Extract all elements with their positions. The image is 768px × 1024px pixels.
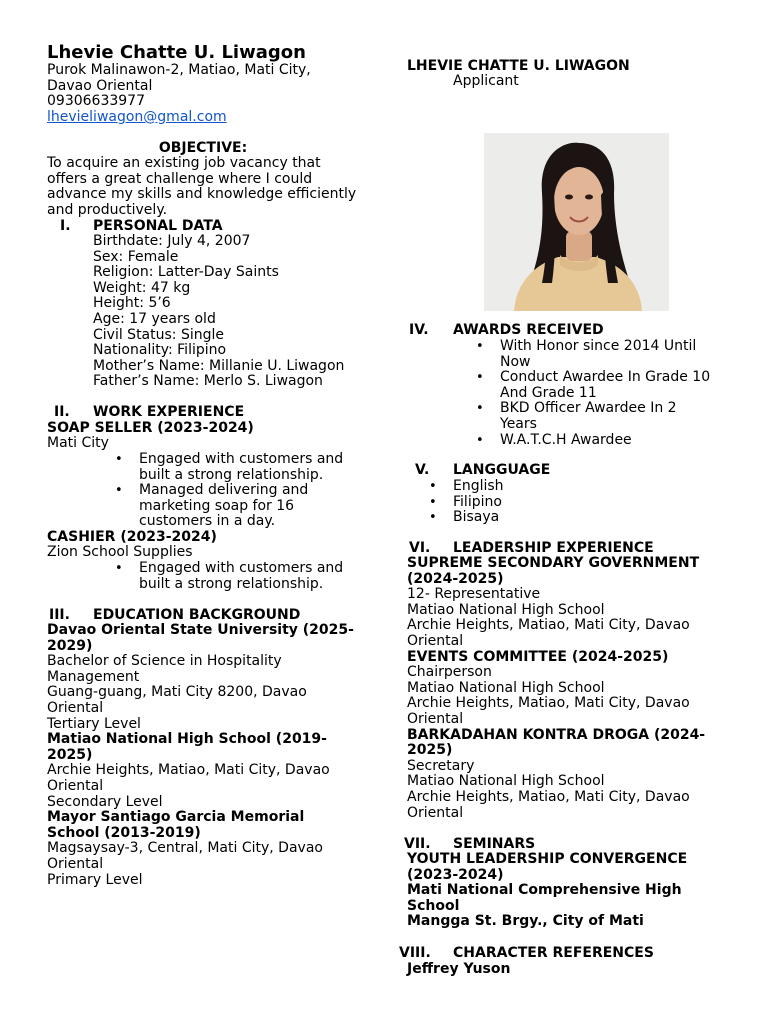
org-name: 2025) (407, 742, 453, 759)
mothers-name: Mother’s Name: Millanie U. Liwagon (93, 357, 345, 374)
org-detail: Archie Heights, Matiao, Mati City, Davao (407, 695, 690, 712)
school-level: Secondary Level (47, 793, 163, 810)
school-name: Mayor Santiago Garcia Memorial (47, 809, 305, 826)
leadership-list (407, 556, 727, 821)
list-item (453, 495, 653, 511)
applicant-name-heading: Lhevie Chatte U. Liwagon (47, 42, 306, 63)
school-level: Tertiary Level (47, 715, 141, 732)
fathers-name: Father’s Name: Merlo S. Liwagon (93, 373, 323, 390)
org-detail: Oriental (407, 710, 464, 727)
school-detail: Oriental (47, 777, 104, 794)
job-title: CASHIER (2023-2024) (47, 529, 217, 545)
award-line: • W.A.T.C.H Awardee (500, 431, 632, 448)
section-number: V. (415, 462, 430, 478)
references-heading: CHARACTER REFERENCES (453, 945, 654, 961)
civil-status: Civil Status: Single (93, 326, 224, 343)
org-detail: Oriental (407, 804, 464, 821)
school-detail: Archie Heights, Matiao, Mati City, Davao (47, 762, 330, 779)
school-detail: Oriental (47, 699, 104, 716)
award-line: Years (500, 415, 537, 432)
list-item (139, 561, 369, 592)
section-number: I. (60, 218, 71, 234)
section-number: VI. (409, 540, 431, 556)
org-detail: 12- Representative (407, 586, 541, 603)
seminar-line: School (407, 897, 460, 914)
award-line: • With Honor since 2014 Until (500, 338, 697, 354)
seminars-heading: SEMINARS (453, 836, 536, 852)
phone-number: 09306633977 (47, 93, 145, 110)
objective-line: To acquire an existing job vacancy that (47, 155, 321, 171)
duty-line: • Engaged with customers and (139, 451, 344, 467)
seminar-line: YOUTH LEADERSHIP CONVERGENCE (407, 851, 688, 867)
duty-line: customers in a day. (139, 513, 276, 530)
list-item (139, 452, 369, 483)
section-number: III. (49, 607, 70, 623)
org-detail: Matiao National High School (407, 601, 605, 618)
age: Age: 17 years old (93, 310, 216, 327)
org-detail: Archie Heights, Matiao, Mati City, Davao (407, 617, 690, 634)
list-item (453, 510, 653, 526)
school-detail: Bachelor of Science in Hospitality (47, 653, 282, 670)
seminar-line: (2023-2024) (407, 866, 504, 883)
applicant-block-name: LHEVIE CHATTE U. LIWAGON (407, 58, 630, 74)
duty-line: built a strong relationship. (139, 466, 324, 483)
duty-line: built a strong relationship. (139, 575, 324, 592)
work-experience-heading: WORK EXPERIENCE (93, 404, 245, 420)
job-duties-list (139, 452, 369, 530)
language-item: • Filipino (453, 493, 502, 510)
personal-data-heading: PERSONAL DATA (93, 218, 223, 234)
objective-text (47, 156, 367, 218)
org-name: BARKADAHAN KONTRA DROGA (2024- (407, 726, 706, 743)
school-level: Primary Level (47, 871, 143, 888)
leadership-heading: LEADERSHIP EXPERIENCE (453, 540, 654, 556)
reference-name: Jeffrey Yuson (407, 961, 511, 977)
duty-line: • Engaged with customers and (139, 560, 344, 576)
list-item (453, 479, 653, 495)
school-name: School (2013-2019) (47, 824, 201, 841)
applicant-role: Applicant (453, 73, 519, 89)
weight: Weight: 47 kg (93, 279, 191, 296)
section-number: II. (54, 404, 70, 420)
education-heading: EDUCATION BACKGROUND (93, 607, 301, 623)
language-heading: LANGGUAGE (453, 462, 551, 478)
list-item (500, 370, 740, 401)
list-item (500, 433, 740, 449)
school-detail: Oriental (47, 855, 104, 872)
personal-data-list (93, 234, 363, 390)
org-detail: Matiao National High School (407, 773, 605, 790)
awards-heading: AWARDS RECEIVED (453, 322, 604, 338)
contact-block (47, 63, 367, 125)
objective-line: offers a great challenge where I could (47, 170, 313, 187)
birthdate: Birthdate: July 4, 2007 (93, 233, 251, 249)
objective-heading: OBJECTIVE: (158, 140, 248, 156)
org-detail: Oriental (407, 632, 464, 649)
language-item: • Bisaya (453, 509, 500, 526)
list-item (500, 339, 740, 370)
org-detail: Archie Heights, Matiao, Mati City, Davao (407, 788, 690, 805)
job-title: SOAP SELLER (2023-2024) (47, 420, 254, 436)
award-line: And Grade 11 (500, 384, 597, 401)
sex: Sex: Female (93, 248, 179, 265)
language-item: • English (453, 478, 504, 494)
education-list (47, 623, 367, 888)
language-list (453, 479, 653, 526)
seminars-list (407, 852, 727, 930)
job-place: Mati City (47, 435, 109, 451)
duty-line: • Managed delivering and (139, 482, 309, 499)
org-detail: Chairperson (407, 664, 492, 681)
address-line: Purok Malinawon-2, Matiao, Mati City, (47, 62, 311, 78)
list-item (139, 483, 369, 530)
school-name: Davao Oriental State University (2025- (47, 622, 354, 638)
org-name: (2024-2025) (407, 570, 504, 587)
job-duties-list (139, 561, 369, 592)
email-link[interactable]: lhevieliwagon@gmal.com (47, 108, 227, 125)
section-number: IV. (409, 322, 429, 338)
section-number: VII. (404, 836, 431, 852)
school-detail: Magsaysay-3, Central, Mati City, Davao (47, 840, 323, 857)
religion: Religion: Latter-Day Saints (93, 264, 279, 281)
nationality: Nationality: Filipino (93, 342, 227, 359)
height: Height: 5’6 (93, 295, 171, 312)
section-number: VIII. (399, 945, 431, 961)
award-line: • BKD Officer Awardee In 2 (500, 400, 677, 417)
org-detail: Secretary (407, 757, 475, 774)
school-name: 2029) (47, 637, 93, 654)
org-detail: Matiao National High School (407, 679, 605, 696)
seminar-line: Mangga St. Brgy., City of Mati (407, 913, 644, 930)
list-item (500, 401, 740, 432)
address-line: Davao Oriental (47, 77, 153, 94)
org-name: EVENTS COMMITTEE (2024-2025) (407, 648, 669, 665)
school-name: Matiao National High School (2019- (47, 731, 327, 748)
applicant-photo (484, 133, 669, 311)
awards-list (500, 339, 740, 448)
school-detail: Management (47, 668, 140, 685)
seminar-line: Mati National Comprehensive High (407, 882, 682, 899)
award-line: • Conduct Awardee In Grade 10 (500, 369, 711, 386)
duty-line: marketing soap for 16 (139, 497, 295, 514)
org-name: SUPREME SECONDARY GOVERNMENT (407, 555, 700, 571)
job-place: Zion School Supplies (47, 544, 193, 560)
objective-line: and productively. (47, 201, 168, 218)
portrait-illustration (484, 133, 669, 311)
objective-line: advance my skills and knowledge efficiently (47, 186, 357, 203)
school-detail: Guang-guang, Mati City 8200, Davao (47, 684, 307, 701)
award-line: Now (500, 353, 531, 370)
school-name: 2025) (47, 746, 93, 763)
